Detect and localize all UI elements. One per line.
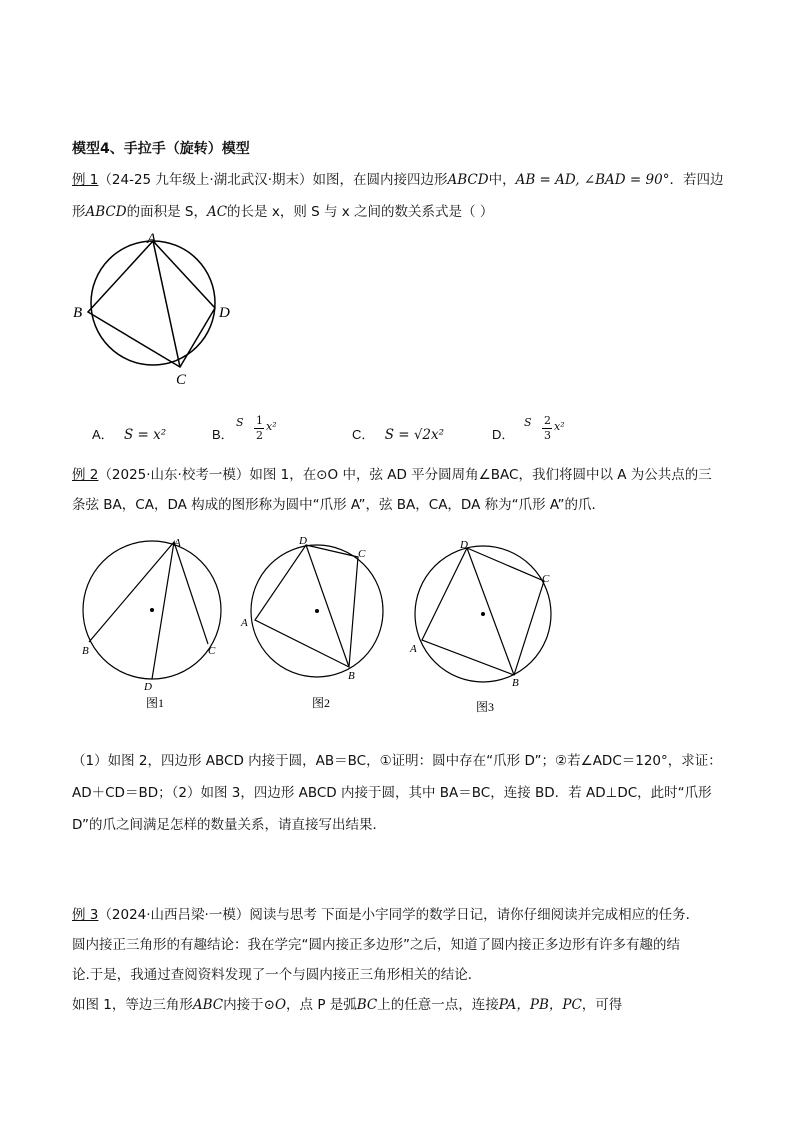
label-a: A (147, 231, 157, 247)
example3-line3: 论.于是，我通过查阅资料发现了一个与圆内接正三角形相关的结论． (72, 967, 482, 983)
label-d: D (219, 305, 230, 321)
label-c: C (542, 573, 550, 585)
label-a: A (174, 537, 181, 549)
text-fragment: 内接于 (223, 997, 264, 1013)
quadrilateral (422, 548, 544, 675)
label-d: D (299, 535, 307, 547)
example1-tag: 例 1 (72, 172, 99, 188)
text-fragment: 上的任意一点，连接 (377, 997, 499, 1013)
text-fragment: ，点 P 是弧 (286, 997, 357, 1013)
option-expr: S = √2x² (384, 427, 445, 443)
diagonal-db (467, 548, 514, 675)
example3-line2: 圆内接正三角形的有趣结论：我在学完“圆内接正多边形”之后，知道了圆内接正多边形有许多有趣的结 (72, 937, 680, 953)
circle-name: ⊙O (263, 997, 287, 1013)
text-fragment: ，可得 (581, 997, 623, 1013)
option-expr: x² (266, 420, 277, 433)
quad-name: ABCD (85, 204, 127, 220)
figure3-caption: 图3 (476, 700, 495, 714)
text-fragment: 的长是 x，则 S 与 x 之间的数关系式是（ ） (227, 204, 494, 220)
section-title: 模型4、手拉手（旋转）模型 (72, 141, 250, 157)
example1-source: （24-25 九年级上·湖北武汉·期末）如图，在圆内接四边形 (98, 172, 448, 188)
example1-line1 (72, 169, 723, 191)
option-c[interactable] (352, 424, 444, 443)
option-label: D． (492, 427, 515, 442)
example2-figure2 (236, 530, 396, 720)
option-expr: S (236, 416, 244, 429)
fraction-denominator: 3 (544, 429, 551, 442)
label-a: A (410, 643, 417, 655)
example2-tag: 例 2 (72, 467, 99, 483)
triangle-name: ABC (192, 997, 224, 1013)
text-fragment: 的面积是 S， (126, 204, 207, 220)
text-fragment: 如图 1，等边三角形 (72, 997, 193, 1013)
center-o (481, 612, 485, 616)
example3-line4 (72, 994, 622, 1016)
center-o (150, 608, 154, 612)
text-fragment: ．若四边 (669, 172, 724, 188)
label-b: B (73, 305, 83, 321)
figure2-caption: 图2 (312, 696, 331, 710)
option-a[interactable] (92, 424, 166, 443)
label-d: D (144, 681, 152, 693)
label-c: C (176, 372, 187, 388)
fraction-numerator: 2 (544, 414, 551, 427)
example3-tag: 例 3 (72, 907, 99, 923)
label-b: B (82, 645, 89, 657)
circle (91, 241, 215, 365)
example2-figure3 (404, 530, 564, 720)
quad-name: ABCD (447, 172, 489, 188)
text-fragment: 中， (488, 172, 516, 188)
chord-ac (174, 542, 208, 644)
label-c: C (208, 645, 216, 657)
center-o (315, 609, 319, 613)
example3-line1 (72, 904, 699, 926)
label-b: B (512, 677, 519, 689)
example2-question-line2: AD＋CD＝BD；（2）如图 3，四边形 ABCD 内接于圆，其中 BA＝BC，连接 BD．若 AD⊥DC，此时“爪形 (72, 785, 712, 801)
example2-question-line3: D”的爪之间满足怎样的数量关系，请直接写出结果． (72, 817, 387, 833)
fraction-numerator: 1 (256, 414, 263, 427)
option-expr: x² (554, 420, 565, 433)
option-label: A． (92, 427, 114, 442)
option-expr: S = x² (123, 427, 167, 443)
label-a: A (241, 617, 248, 629)
text-fragment: 形 (72, 204, 86, 220)
label-c: C (358, 548, 366, 560)
diagonal-ac (153, 241, 180, 367)
text-fragment: （2024·山西吕梁·一模）阅读与思考 下面是小宇同学的数学日记，请你仔细阅读并完成相应的任务． (98, 907, 700, 923)
label-d: D (460, 539, 468, 551)
fraction-denominator: 2 (256, 429, 263, 442)
figure1-caption: 图1 (146, 696, 165, 710)
option-expr: S (524, 416, 532, 429)
example2-line1 (72, 464, 712, 486)
condition-expr: AB = AD, ∠BAD = 90° (515, 172, 670, 188)
example2-line2: 条弦 BA，CA，DA 构成的图形称为圆中“爪形 A”，弦 BA，CA，DA 称为“爪形 A”的爪． (72, 497, 605, 513)
arc-name: BC (356, 997, 378, 1013)
example1-figure (68, 226, 238, 390)
segments-name: PA，PB，PC (498, 997, 582, 1013)
example2-figure1 (72, 530, 232, 720)
text-fragment: （2025·山东·校考一模）如图 1，在⊙O 中，弦 AD 平分圆周角∠BAC，我们将圆中以 A 为公共点的三 (98, 467, 712, 483)
option-label: B． (212, 427, 234, 442)
example2-question-line1: （1）如图 2，四边形 ABCD 内接于圆，AB＝BC，①证明：圆中存在“爪形 D”；②若∠ADC＝120°，求证： (72, 753, 722, 769)
option-label: C． (352, 427, 375, 442)
label-b: B (348, 670, 355, 682)
example1-line2 (72, 201, 493, 223)
segment-name: AC (206, 204, 228, 220)
